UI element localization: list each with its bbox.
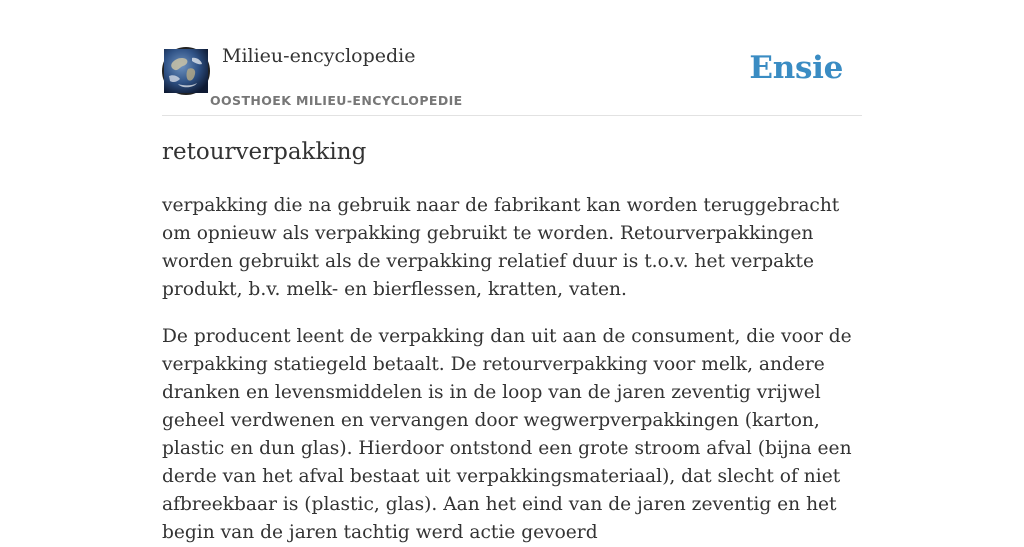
entry-paragraph-2: De producent leent de verpakking dan uit aan de consument, die voor de verpakking statiegeld betaalt. De retourverpakking voor melk, andere dranken en levensmiddelen is in de loop van de jaren zeventig vrijwel geheel verdwenen en vervangen door wegwerpverpakkingen (karton, plastic en dun glas). Hierdoor ontstond een grote stroom afval (bijna een derde van het afval bestaat uit verpakkingsmateriaal), dat slecht of niet afbreekbaar is (plastic, glas). Aan het eind van de jaren zeventig en het begin van de jaren tachtig werd actie gevoerd — [162, 326, 852, 543]
entry-title: retourverpakking — [162, 139, 367, 165]
content-container — [162, 0, 862, 543]
entry-paragraph-1: verpakking die na gebruik naar de fabrikant kan worden teruggebracht om opnieuw als verpakking gebruikt te worden. Retourverpakkingen worden gebruikt als de verpakking relatief duur is t.o.v. het verpakte produkt, b.v. melk- en bierflessen, kratten, vaten. — [162, 195, 840, 300]
site-subtitle: OOSTHOEK MILIEU-ENCYCLOPEDIE — [210, 93, 463, 108]
earth-globe-icon[interactable] — [162, 47, 210, 95]
site-header — [162, 0, 862, 116]
ensie-logo-link[interactable]: Ensie — [749, 50, 843, 86]
site-title-link[interactable]: Milieu-encyclopedie — [222, 45, 416, 67]
